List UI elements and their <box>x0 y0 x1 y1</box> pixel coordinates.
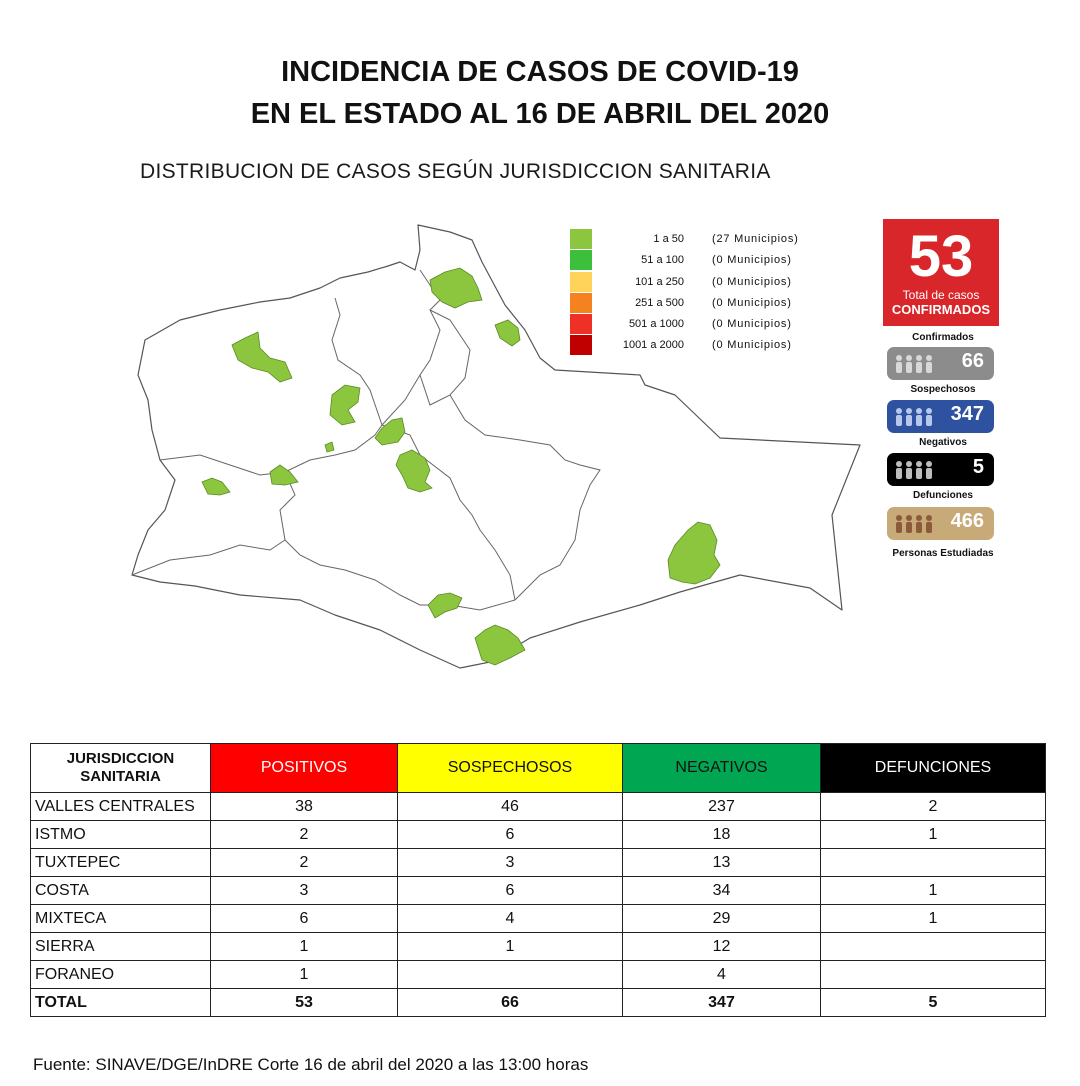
cell-suspected: 46 <box>398 793 623 821</box>
cell-negative: 237 <box>623 793 821 821</box>
cell-positive: 6 <box>211 905 398 933</box>
cell-name: FORANEO <box>31 961 211 989</box>
negative-value: 347 <box>950 403 984 425</box>
legend-count: (0 Municipios) <box>712 318 792 331</box>
jurisdiction-table <box>30 743 1046 1017</box>
table-row <box>31 905 1046 933</box>
cell-negative: 13 <box>623 849 821 877</box>
legend-swatch <box>570 314 592 334</box>
table-total-row <box>31 989 1046 1017</box>
header-positive: POSITIVOS <box>211 744 398 793</box>
legend-count: (0 Municipios) <box>712 275 792 288</box>
legend-row <box>570 250 830 271</box>
cell-name: COSTA <box>31 877 211 905</box>
cell-positive: 53 <box>211 989 398 1017</box>
table-row <box>31 877 1046 905</box>
deaths-label: Defunciones <box>912 490 973 501</box>
people-icon <box>893 460 937 480</box>
legend-count: (0 Municipios) <box>712 296 792 309</box>
cell-suspected: 66 <box>398 989 623 1017</box>
table-header-row <box>31 744 1046 793</box>
title-line-2: EN EL ESTADO AL 16 DE ABRIL DEL 2020 <box>250 98 830 130</box>
studied-stat <box>887 507 994 540</box>
title-line-1: INCIDENCIA DE CASOS DE COVID-19 <box>281 56 799 88</box>
legend-swatch <box>570 293 592 313</box>
cell-negative: 4 <box>623 961 821 989</box>
confirmed-total-box <box>883 219 999 326</box>
legend-row <box>570 335 830 356</box>
legend-range: 251 a 500 <box>635 296 684 309</box>
suspected-label: Sospechosos <box>910 384 976 395</box>
cell-deaths <box>821 961 1046 989</box>
legend-count: (0 Municipios) <box>712 254 792 267</box>
cell-deaths: 5 <box>821 989 1046 1017</box>
people-icon <box>893 354 937 374</box>
cell-negative: 12 <box>623 933 821 961</box>
legend-count: (27 Municipios) <box>712 233 799 245</box>
header-jurisdiction: JURISDICCION SANITARIA <box>31 744 211 793</box>
cell-negative: 347 <box>623 989 821 1017</box>
legend-row <box>570 293 830 314</box>
legend-swatch <box>570 229 592 249</box>
legend-row <box>570 314 830 335</box>
cell-negative: 29 <box>623 905 821 933</box>
cell-suspected: 6 <box>398 877 623 905</box>
header-suspected: SOSPECHOSOS <box>398 744 623 793</box>
negative-stat <box>887 400 994 433</box>
legend-row <box>570 229 830 250</box>
table-row <box>31 821 1046 849</box>
legend-swatch <box>570 250 592 270</box>
table-row <box>31 849 1046 877</box>
confirmed-total-value: 53 <box>908 224 974 289</box>
map-legend <box>570 229 830 357</box>
cell-suspected: 3 <box>398 849 623 877</box>
suspected-stat <box>887 347 994 380</box>
legend-count: (0 Municipios) <box>712 339 792 352</box>
legend-range: 101 a 250 <box>635 275 684 288</box>
header-negative: NEGATIVOS <box>623 744 821 793</box>
legend-row <box>570 272 830 293</box>
people-icon <box>893 407 937 427</box>
studied-label: Personas Estudiadas <box>892 548 994 559</box>
legend-swatch <box>570 335 592 355</box>
cell-name: ISTMO <box>31 821 211 849</box>
deaths-value: 5 <box>972 456 984 478</box>
cell-deaths <box>821 933 1046 961</box>
cell-negative: 18 <box>623 821 821 849</box>
studied-value: 466 <box>950 510 984 532</box>
cell-name: VALLES CENTRALES <box>31 793 211 821</box>
cell-positive: 1 <box>211 933 398 961</box>
cell-positive: 2 <box>211 849 398 877</box>
table-row <box>31 793 1046 821</box>
cell-deaths: 1 <box>821 821 1046 849</box>
cell-positive: 2 <box>211 821 398 849</box>
cell-negative: 34 <box>623 877 821 905</box>
cell-name: TOTAL <box>31 989 211 1017</box>
deaths-stat <box>887 453 994 486</box>
cell-suspected: 4 <box>398 905 623 933</box>
people-icon <box>893 514 937 534</box>
cell-name: TUXTEPEC <box>31 849 211 877</box>
cell-deaths: 1 <box>821 877 1046 905</box>
negative-label: Negativos <box>919 437 967 448</box>
confirmed-label: Confirmados <box>912 332 974 343</box>
cell-suspected <box>398 961 623 989</box>
legend-range: 1001 a 2000 <box>622 339 684 352</box>
cell-positive: 3 <box>211 877 398 905</box>
cell-name: SIERRA <box>31 933 211 961</box>
cell-positive: 38 <box>211 793 398 821</box>
confirmed-total-caption: Total de casos <box>902 288 980 302</box>
legend-swatch <box>570 272 592 292</box>
cell-suspected: 1 <box>398 933 623 961</box>
table-row <box>31 961 1046 989</box>
legend-range: 51 a 100 <box>641 254 684 267</box>
legend-range: 501 a 1000 <box>628 318 684 331</box>
cell-suspected: 6 <box>398 821 623 849</box>
cell-deaths: 1 <box>821 905 1046 933</box>
cell-deaths <box>821 849 1046 877</box>
confirmed-total-caption-bold: CONFIRMADOS <box>891 302 991 317</box>
cell-name: MIXTECA <box>31 905 211 933</box>
suspected-value: 66 <box>961 350 984 372</box>
table-row <box>31 933 1046 961</box>
header-deaths: DEFUNCIONES <box>821 744 1046 793</box>
cell-positive: 1 <box>211 961 398 989</box>
cell-deaths: 2 <box>821 793 1046 821</box>
subtitle: DISTRIBUCION DE CASOS SEGÚN JURISDICCION SANITARIA <box>140 160 771 183</box>
source-footer: Fuente: SINAVE/DGE/InDRE Corte 16 de abril del 2020 a las 13:00 horas <box>33 1055 589 1074</box>
legend-range: 1 a 50 <box>653 233 684 245</box>
